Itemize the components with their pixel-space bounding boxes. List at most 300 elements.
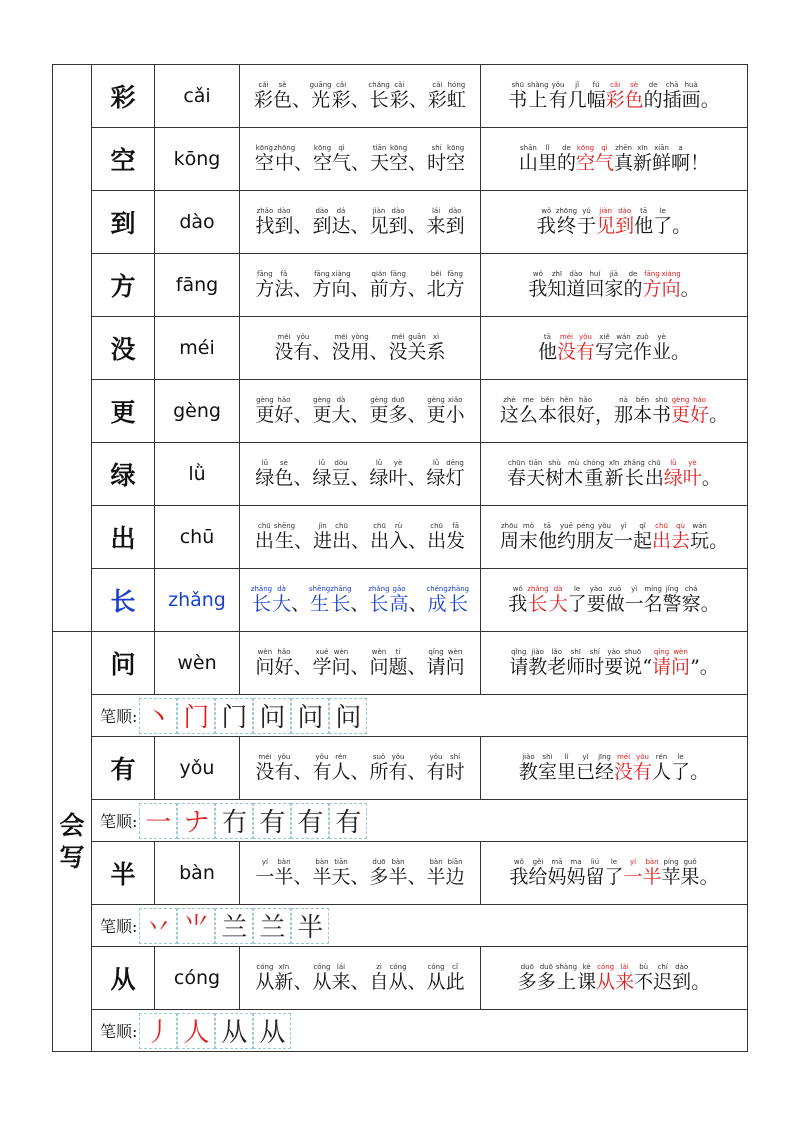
- hanzi-with-pinyin: 完wán: [614, 332, 634, 363]
- hanzi-with-pinyin: 方fāng: [388, 269, 408, 300]
- hanzi-with-pinyin: 题tí: [388, 647, 408, 678]
- hanzi-with-pinyin: 几jǐ: [567, 80, 587, 111]
- punctuation: ，: [594, 403, 614, 426]
- punctuation: 、: [407, 865, 427, 888]
- hanzi-with-pinyin: 终zhōng: [555, 206, 578, 237]
- character-row: [53, 380, 748, 443]
- character-row: [53, 317, 748, 380]
- punctuation: 。: [709, 529, 729, 552]
- pinyin-cell: yǒu: [155, 737, 240, 800]
- hanzi-with-pinyin: 人rén: [331, 752, 351, 783]
- punctuation: 、: [293, 466, 313, 489]
- hanzi-with-pinyin: 绿lǜ: [312, 458, 332, 489]
- hanzi-with-pinyin: 好hǎo: [274, 395, 294, 426]
- hanzi-with-pinyin: 没méi: [274, 332, 294, 363]
- hanzi-with-pinyin: 绿lǜ: [369, 458, 389, 489]
- pinyin-cell: kōng: [155, 128, 240, 191]
- hanzi-with-pinyin: 春chūn: [507, 458, 527, 489]
- punctuation: 。: [672, 214, 692, 237]
- pinyin-cell: chū: [155, 506, 240, 569]
- hanzi-with-pinyin: 小xiǎo: [445, 395, 465, 426]
- punctuation: 、: [350, 88, 370, 111]
- hanzi-with-pinyin: 绿lǜ: [663, 458, 683, 489]
- hanzi-with-pinyin: 更gèng: [426, 395, 446, 426]
- hanzi-with-pinyin: 我wǒ: [508, 584, 528, 615]
- hanzi-with-pinyin: 没méi: [556, 332, 576, 363]
- stroke-step-box: ⺌: [177, 908, 215, 944]
- section-label: 会写: [53, 632, 92, 1052]
- hanzi-with-pinyin: 到dào: [672, 962, 692, 993]
- punctuation: 。: [700, 88, 720, 111]
- hanzi-with-pinyin: 叶yè: [682, 458, 702, 489]
- hanzi-with-pinyin: 经jīng: [594, 752, 614, 783]
- hanzi-with-pinyin: 他tā: [537, 332, 557, 363]
- hanzi-with-pinyin: 出chū: [332, 521, 352, 552]
- hanzi-with-pinyin: 没méi: [255, 752, 275, 783]
- stroke-step-box: 丿: [139, 1013, 177, 1049]
- punctuation: 。: [699, 655, 719, 678]
- character-row: [53, 506, 748, 569]
- hanzi-with-pinyin: 绿lǜ: [426, 458, 446, 489]
- hanzi-with-pinyin: 我wǒ: [509, 857, 529, 888]
- hanzi-with-pinyin: 从cóng: [255, 962, 275, 993]
- hanzi-with-pinyin: 出chū: [254, 521, 274, 552]
- punctuation: 、: [408, 529, 428, 552]
- hanzi-with-pinyin: 啊a: [671, 143, 691, 174]
- stroke-step-box: 从: [253, 1013, 291, 1049]
- stroke-order-label: 笔顺:: [100, 812, 138, 831]
- hanzi-with-pinyin: 彩cǎi: [254, 80, 274, 111]
- punctuation: 。: [700, 592, 720, 615]
- stroke-order-row: [53, 1010, 748, 1052]
- hanzi-with-pinyin: 真zhēn: [614, 143, 634, 174]
- stroke-step-box: 从: [215, 1013, 253, 1049]
- hanzi-with-pinyin: 鲜xiān: [652, 143, 672, 174]
- hanzi-with-pinyin: 北běi: [426, 269, 446, 300]
- hanzi-with-pinyin: 见jiàn: [369, 206, 389, 237]
- word-list-cell: [240, 65, 481, 128]
- pinyin-cell: zhǎng: [155, 569, 240, 632]
- hanzi-with-pinyin: 此cǐ: [445, 962, 465, 993]
- hanzi-with-pinyin: 从cóng: [388, 962, 408, 993]
- hanzi-with-pinyin: 长zhǎng: [330, 584, 352, 615]
- hanzi-with-pinyin: 来lái: [426, 206, 446, 237]
- hanzi-with-pinyin: 了le: [671, 752, 691, 783]
- hanzi-with-pinyin: 去qù: [671, 521, 691, 552]
- character-cell: 半: [92, 842, 155, 905]
- character-cell: 更: [92, 380, 155, 443]
- stroke-step-box: 问: [253, 698, 291, 734]
- hanzi-with-pinyin: 教jiào: [528, 647, 548, 678]
- punctuation: 、: [350, 760, 370, 783]
- hanzi-with-pinyin: 发fā: [446, 521, 466, 552]
- hanzi-with-pinyin: 更gèng: [255, 395, 275, 426]
- hanzi-with-pinyin: 半bàn: [312, 857, 332, 888]
- hanzi-with-pinyin: 法fǎ: [274, 269, 294, 300]
- hanzi-with-pinyin: 问wèn: [255, 647, 275, 678]
- hanzi-with-pinyin: 有yǒu: [633, 752, 653, 783]
- write-character-row: [53, 947, 748, 1010]
- stroke-step-box: 冇: [215, 803, 253, 839]
- character-cell: 问: [92, 632, 155, 695]
- stroke-step-box: 兰: [215, 908, 253, 944]
- punctuation: 、: [407, 970, 427, 993]
- stroke-order-label: 笔顺:: [100, 917, 138, 936]
- hanzi-with-pinyin: 空kōng: [446, 143, 466, 174]
- hanzi-with-pinyin: 他tā: [634, 206, 654, 237]
- pinyin-cell: dào: [155, 191, 240, 254]
- example-sentence-cell: [481, 317, 748, 380]
- punctuation: 、: [408, 88, 428, 111]
- hanzi-with-pinyin: 方fāng: [445, 269, 465, 300]
- hanzi-with-pinyin: 有yǒu: [575, 332, 595, 363]
- hanzi-with-pinyin: 要yào: [604, 647, 624, 678]
- hanzi-with-pinyin: 从cóng: [312, 962, 332, 993]
- write-character-row: [53, 842, 748, 905]
- stroke-step-box: 丷: [139, 908, 177, 944]
- stroke-step-box: 丶: [139, 698, 177, 734]
- example-sentence-cell: [481, 380, 748, 443]
- hanzi-with-pinyin: 那nà: [614, 395, 634, 426]
- hanzi-with-pinyin: 灯dēng: [445, 458, 465, 489]
- hanzi-with-pinyin: 了le: [653, 206, 673, 237]
- word-list-cell: [240, 380, 481, 443]
- punctuation: 。: [671, 340, 691, 363]
- write-character-row: [53, 737, 748, 800]
- punctuation: 、: [312, 340, 332, 363]
- hanzi-with-pinyin: 到dào: [274, 206, 294, 237]
- hanzi-with-pinyin: 没méi: [388, 332, 408, 363]
- stroke-step-box: 人: [177, 1013, 215, 1049]
- hanzi-with-pinyin: 多duō: [369, 857, 389, 888]
- hanzi-with-pinyin: 本běn: [537, 395, 557, 426]
- hanzi-with-pinyin: 向xiàng: [661, 269, 681, 300]
- hanzi-with-pinyin: 空kōng: [389, 143, 409, 174]
- punctuation: 、: [350, 865, 370, 888]
- hanzi-with-pinyin: 入rù: [389, 521, 409, 552]
- hanzi-with-pinyin: 长zhǎng: [527, 584, 549, 615]
- hanzi-with-pinyin: 迟chí: [653, 962, 673, 993]
- hanzi-with-pinyin: 果guǒ: [680, 857, 700, 888]
- hanzi-with-pinyin: 里lǐ: [537, 143, 557, 174]
- punctuation: 。: [690, 760, 710, 783]
- hanzi-with-pinyin: 色sè: [273, 80, 293, 111]
- hanzi-with-pinyin: 半bàn: [388, 857, 408, 888]
- hanzi-with-pinyin: 新xīn: [633, 143, 653, 174]
- hanzi-with-pinyin: 他tā: [537, 521, 557, 552]
- punctuation: 。: [701, 466, 721, 489]
- worksheet: [52, 64, 748, 1060]
- hanzi-with-pinyin: 书shū: [508, 80, 528, 111]
- word-list-cell: [240, 569, 481, 632]
- character-cell: 绿: [92, 443, 155, 506]
- punctuation: 、: [292, 88, 312, 111]
- hanzi-with-pinyin: 长zhǎng: [368, 584, 390, 615]
- pinyin-cell: méi: [155, 317, 240, 380]
- hanzi-with-pinyin: 绿lǜ: [255, 458, 275, 489]
- hanzi-with-pinyin: 妈mā: [547, 857, 567, 888]
- hanzi-with-pinyin: 苹píng: [661, 857, 681, 888]
- hanzi-with-pinyin: 朋péng: [575, 521, 595, 552]
- hanzi-with-pinyin: 彩cǎi: [389, 80, 409, 111]
- word-list-cell: [240, 506, 481, 569]
- hanzi-with-pinyin: 问wèn: [445, 647, 465, 678]
- hanzi-with-pinyin: 问wèn: [369, 647, 389, 678]
- hanzi-with-pinyin: 人rén: [652, 752, 672, 783]
- hanzi-with-pinyin: 多duō: [517, 962, 537, 993]
- hanzi-with-pinyin: 上shàng: [555, 962, 578, 993]
- character-row: [53, 443, 748, 506]
- hanzi-with-pinyin: 新xīn: [604, 458, 624, 489]
- hanzi-with-pinyin: 业yè: [652, 332, 672, 363]
- character-row: [53, 65, 748, 128]
- punctuation: 、: [350, 592, 370, 615]
- hanzi-with-pinyin: 插chā: [662, 80, 682, 111]
- hanzi-with-pinyin: 有yǒu: [548, 80, 568, 111]
- hanzi-with-pinyin: 向xiàng: [331, 269, 351, 300]
- hanzi-with-pinyin: 留liú: [585, 857, 605, 888]
- hanzi-with-pinyin: 里lǐ: [556, 752, 576, 783]
- hanzi-with-pinyin: 空kōng: [575, 143, 595, 174]
- character-cell: 长: [92, 569, 155, 632]
- punctuation: 、: [351, 529, 371, 552]
- hanzi-with-pinyin: 已yǐ: [575, 752, 595, 783]
- hanzi-with-pinyin: 妈ma: [566, 857, 586, 888]
- hanzi-with-pinyin: 长cháng: [368, 80, 390, 111]
- hanzi-with-pinyin: 生shēng: [308, 584, 331, 615]
- punctuation: 、: [407, 403, 427, 426]
- punctuation: 、: [350, 466, 370, 489]
- hanzi-with-pinyin: 约yuē: [556, 521, 576, 552]
- word-list-cell: [240, 191, 481, 254]
- hanzi-with-pinyin: 进jìn: [313, 521, 333, 552]
- hanzi-with-pinyin: 中zhōng: [273, 143, 296, 174]
- word-list-cell: [240, 737, 481, 800]
- pinyin-cell: wèn: [155, 632, 240, 695]
- hanzi-with-pinyin: 好hǎo: [690, 395, 710, 426]
- character-row: [53, 128, 748, 191]
- hanzi-with-pinyin: 这zhè: [499, 395, 519, 426]
- hanzi-with-pinyin: 更gèng: [671, 395, 691, 426]
- punctuation: 、: [293, 970, 313, 993]
- hanzi-with-pinyin: 虹hóng: [446, 80, 466, 111]
- hanzi-with-pinyin: 彩cǎi: [331, 80, 351, 111]
- hanzi-with-pinyin: 彩cǎi: [427, 80, 447, 111]
- punctuation: 、: [407, 277, 427, 300]
- hanzi-with-pinyin: 没méi: [614, 752, 634, 783]
- hanzi-with-pinyin: 用yòng: [350, 332, 370, 363]
- hanzi-with-pinyin: 一yí: [623, 857, 643, 888]
- hanzi-with-pinyin: 起qǐ: [633, 521, 653, 552]
- hanzi-with-pinyin: 半bàn: [642, 857, 662, 888]
- hanzi-with-pinyin: 系xì: [426, 332, 446, 363]
- hanzi-with-pinyin: 老lǎo: [547, 647, 567, 678]
- stroke-step-box: 兰: [253, 908, 291, 944]
- word-list-cell: [240, 317, 481, 380]
- punctuation: 、: [407, 655, 427, 678]
- example-sentence-cell: [481, 254, 748, 317]
- hanzi-with-pinyin: 时shí: [427, 143, 447, 174]
- example-sentence-cell: [481, 65, 748, 128]
- punctuation: 、: [350, 403, 370, 426]
- stroke-step-box: 有: [291, 803, 329, 839]
- stroke-step-box: 问: [329, 698, 367, 734]
- stroke-step-box: 半: [291, 908, 329, 944]
- hanzi-with-pinyin: 幅fú: [586, 80, 606, 111]
- punctuation: 、: [351, 151, 371, 174]
- hanzi-with-pinyin: 要yào: [586, 584, 606, 615]
- example-sentence-cell: [481, 506, 748, 569]
- punctuation: 、: [407, 466, 427, 489]
- hanzi-with-pinyin: 自zì: [369, 962, 389, 993]
- hanzi-with-pinyin: 重chóng: [583, 458, 605, 489]
- hanzi-with-pinyin: 方fāng: [255, 269, 275, 300]
- stroke-order-row: [53, 695, 748, 737]
- hanzi-with-pinyin: 书shū: [652, 395, 672, 426]
- hanzi-with-pinyin: 好hǎo: [575, 395, 595, 426]
- stroke-order-cell: [92, 905, 748, 947]
- hanzi-with-pinyin: 到dào: [312, 206, 332, 237]
- hanzi-with-pinyin: 师shī: [566, 647, 586, 678]
- hanzi-with-pinyin: 友yǒu: [594, 521, 614, 552]
- hanzi-with-pinyin: 彩cǎi: [605, 80, 625, 111]
- punctuation: 。: [709, 403, 729, 426]
- word-list-cell: [240, 443, 481, 506]
- punctuation: 、: [293, 403, 313, 426]
- example-sentence-cell: [481, 191, 748, 254]
- stroke-order-cell: [92, 695, 748, 737]
- hanzi-with-pinyin: 有yǒu: [274, 752, 294, 783]
- stroke-step-box: 门: [177, 698, 215, 734]
- hanzi-with-pinyin: 请qǐng: [426, 647, 446, 678]
- example-sentence-cell: [481, 737, 748, 800]
- hanzi-with-pinyin: 说shuō: [623, 647, 643, 678]
- punctuation: 、: [350, 655, 370, 678]
- punctuation: 、: [291, 592, 311, 615]
- hanzi-with-pinyin: 一yì: [614, 521, 634, 552]
- hanzi-with-pinyin: 于yú: [577, 206, 597, 237]
- hanzi-with-pinyin: 给gěi: [528, 857, 548, 888]
- hanzi-with-pinyin: 空kōng: [254, 143, 274, 174]
- hanzi-with-pinyin: 气qì: [332, 143, 352, 174]
- character-row: [53, 569, 748, 632]
- section-cell-blank: [53, 65, 92, 632]
- character-cell: 出: [92, 506, 155, 569]
- write-character-row: [53, 632, 748, 695]
- hanzi-with-pinyin: 我wǒ: [536, 206, 556, 237]
- punctuation: 。: [699, 865, 719, 888]
- hanzi-with-pinyin: 大dà: [331, 395, 351, 426]
- hanzi-with-pinyin: 教jiào: [518, 752, 538, 783]
- punctuation: 、: [293, 655, 313, 678]
- hanzi-with-pinyin: 的de: [623, 269, 643, 300]
- example-sentence-cell: [481, 947, 748, 1010]
- hanzi-with-pinyin: 生shēng: [273, 521, 296, 552]
- hanzi-with-pinyin: 叶yè: [388, 458, 408, 489]
- hanzi-with-pinyin: 道dào: [566, 269, 586, 300]
- hanzi-with-pinyin: 知zhī: [547, 269, 567, 300]
- hanzi-with-pinyin: 更gèng: [369, 395, 389, 426]
- punctuation: 、: [293, 760, 313, 783]
- stroke-order-cell: [92, 800, 748, 842]
- hanzi-with-pinyin: 我wǒ: [528, 269, 548, 300]
- hanzi-with-pinyin: 周zhōu: [499, 521, 519, 552]
- punctuation: 、: [293, 277, 313, 300]
- hanzi-with-pinyin: 天tiān: [526, 458, 546, 489]
- punctuation: 、: [407, 214, 427, 237]
- pinyin-cell: bàn: [155, 842, 240, 905]
- hanzi-with-pinyin: 一yí: [255, 857, 275, 888]
- punctuation: 。: [680, 277, 700, 300]
- hanzi-with-pinyin: 课kè: [577, 962, 597, 993]
- punctuation: 、: [293, 865, 313, 888]
- hanzi-with-pinyin: 做zuò: [605, 584, 625, 615]
- punctuation: 、: [350, 214, 370, 237]
- hanzi-with-pinyin: 木mù: [564, 458, 584, 489]
- pinyin-cell: lǜ: [155, 443, 240, 506]
- hanzi-with-pinyin: 了le: [604, 857, 624, 888]
- punctuation: 、: [294, 151, 314, 174]
- punctuation: ！: [690, 151, 710, 174]
- hanzi-with-pinyin: 有yǒu: [426, 752, 446, 783]
- hanzi-with-pinyin: 从cóng: [426, 962, 446, 993]
- hanzi-with-pinyin: 么me: [518, 395, 538, 426]
- hanzi-with-pinyin: 山shān: [518, 143, 538, 174]
- hanzi-with-pinyin: 室shì: [537, 752, 557, 783]
- stroke-step-box: 问: [291, 698, 329, 734]
- hanzi-with-pinyin: 大dà: [548, 584, 568, 615]
- hanzi-with-pinyin: 天tiān: [331, 857, 351, 888]
- hanzi-with-pinyin: 不bù: [634, 962, 654, 993]
- hanzi-with-pinyin: 一yì: [624, 584, 644, 615]
- hanzi-with-pinyin: 树shù: [545, 458, 565, 489]
- character-cell: 到: [92, 191, 155, 254]
- hanzi-with-pinyin: 作zuò: [633, 332, 653, 363]
- hanzi-with-pinyin: 出chū: [427, 521, 447, 552]
- hanzi-with-pinyin: 画huà: [681, 80, 701, 111]
- hanzi-with-pinyin: 见jiàn: [596, 206, 616, 237]
- hanzi-with-pinyin: 到dào: [445, 206, 465, 237]
- hanzi-with-pinyin: 空kōng: [313, 143, 333, 174]
- punctuation: ”: [690, 655, 700, 678]
- hanzi-with-pinyin: 长zhǎng: [250, 584, 273, 615]
- hanzi-with-pinyin: 豆dòu: [331, 458, 351, 489]
- hanzi-with-pinyin: 时shí: [445, 752, 465, 783]
- punctuation: 、: [408, 151, 428, 174]
- hanzi-with-pinyin: 没méi: [331, 332, 351, 363]
- character-cell: 彩: [92, 65, 155, 128]
- hanzi-with-pinyin: 的de: [643, 80, 663, 111]
- hanzi-with-pinyin: 天tiān: [370, 143, 390, 174]
- hanzi-with-pinyin: 有yǒu: [293, 332, 313, 363]
- hanzi-with-pinyin: 长zhǎng: [623, 458, 645, 489]
- hanzi-with-pinyin: 名míng: [643, 584, 663, 615]
- hanzi-with-pinyin: 回huí: [585, 269, 605, 300]
- hanzi-with-pinyin: 来lái: [331, 962, 351, 993]
- stroke-step-box: ナ: [177, 803, 215, 839]
- stroke-step-box: 有: [329, 803, 367, 839]
- hanzi-with-pinyin: 写xiě: [594, 332, 614, 363]
- hanzi-with-pinyin: 请qǐng: [652, 647, 672, 678]
- character-cell: 从: [92, 947, 155, 1010]
- hanzi-with-pinyin: 玩wán: [690, 521, 710, 552]
- hanzi-with-pinyin: 方fāng: [642, 269, 662, 300]
- punctuation: 、: [369, 340, 389, 363]
- stroke-order-label: 笔顺:: [100, 707, 138, 726]
- hanzi-with-pinyin: 气qì: [594, 143, 614, 174]
- hanzi-with-pinyin: 关guān: [407, 332, 427, 363]
- word-list-cell: [240, 254, 481, 317]
